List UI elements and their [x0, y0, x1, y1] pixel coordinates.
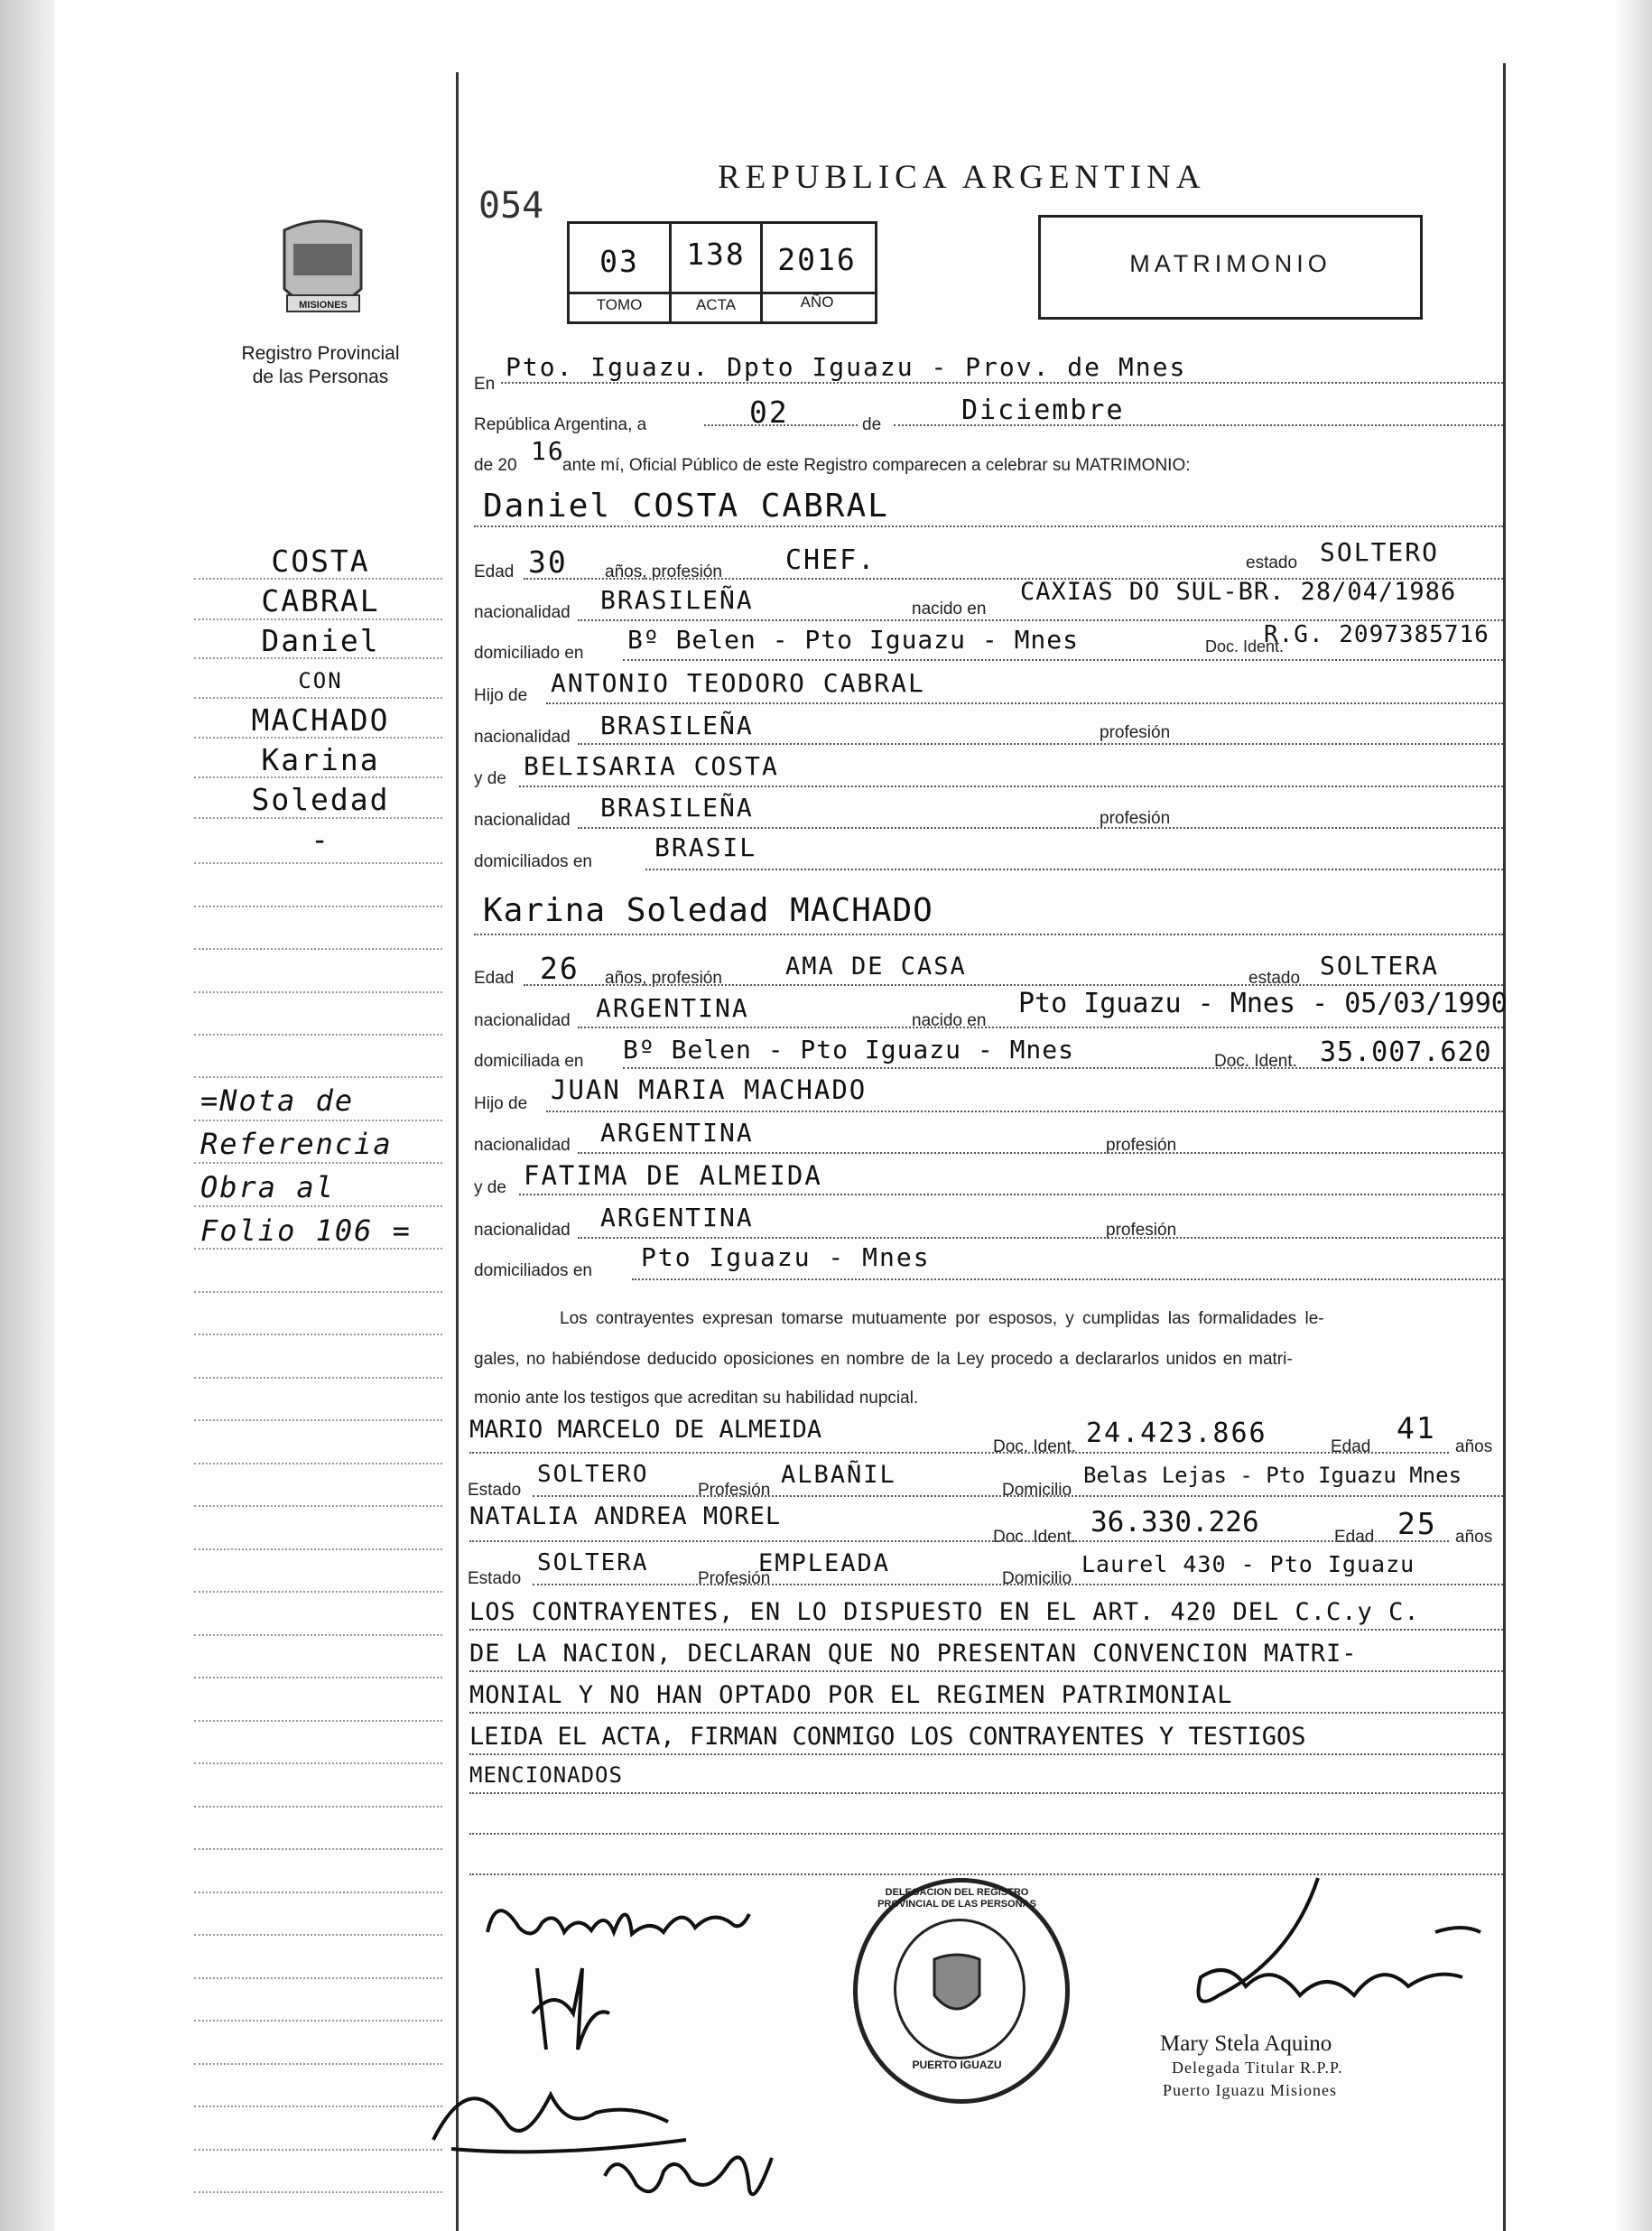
groom-signature — [478, 1878, 767, 1959]
witness-doc-label: Doc. Ident. — [993, 1528, 1076, 1547]
official-title: Delegada Titular R.P.P. — [1172, 2059, 1343, 2077]
domiciliada-label: domiciliada en — [474, 1052, 584, 1071]
witness2-status: SOLTERA — [537, 1549, 649, 1576]
margin-line — [194, 1377, 442, 1379]
margin-line — [194, 2149, 442, 2151]
witness-estado-label: Estado — [468, 1569, 522, 1588]
groom-profession: CHEF. — [785, 544, 877, 576]
witness1-name: MARIO MARCELO DE ALMEIDA — [469, 1416, 822, 1444]
bride-father-line — [546, 1111, 1503, 1112]
stamp-seal-icon — [925, 1950, 988, 2022]
margin-line — [194, 1892, 442, 1893]
margin-note-line: MACHADO — [251, 702, 390, 738]
bride-address: Bº Belen - Pto Iguazu - Mnes — [623, 1035, 1075, 1064]
groom-birthplace: CAXIAS DO SUL-BR. 28/04/1986 — [1020, 578, 1457, 606]
ante-text: ante mí, Oficial Público de este Registro comparecen a celebrar su MATRIMONIO: — [562, 456, 1191, 475]
nacionalidad-label: nacionalidad — [474, 811, 571, 830]
groom-parents-line — [645, 869, 1503, 870]
groom-nationality: BRASILEÑA — [600, 585, 754, 615]
witness2-line2 — [533, 1584, 1503, 1585]
note-line: MONIAL Y NO HAN OPTADO POR EL REGIMEN PATRIMONIAL — [469, 1681, 1233, 1709]
witness1-doc: 24.423.866 — [1086, 1418, 1267, 1449]
year-value: 16 — [531, 436, 565, 466]
witness2-line — [469, 1540, 1449, 1542]
bride-nationality: ARGENTINA — [596, 993, 749, 1023]
witness-anios-label: años — [1455, 1437, 1493, 1456]
margin-line — [194, 2063, 442, 2065]
estado-label: estado — [1248, 969, 1301, 988]
groom-mother-nationality: BRASILEÑA — [600, 793, 754, 823]
margin-line — [194, 1934, 442, 1936]
witness2-profession: EMPLEADA — [758, 1549, 891, 1577]
bride-father-nat-line — [578, 1152, 1503, 1154]
nacido-label: nacido en — [912, 1011, 987, 1030]
note-line: LEIDA EL ACTA, FIRMAN CONMIGO LOS CONTRAYENTES Y TESTIGOS — [469, 1723, 1306, 1751]
bride-age: 26 — [540, 951, 580, 986]
bride-name-line — [474, 934, 1503, 935]
nacionalidad-label: nacionalidad — [474, 728, 571, 747]
paper-right-edge — [1616, 0, 1652, 2231]
bride-mother: FATIMA DE ALMEIDA — [524, 1160, 822, 1191]
margin-note-line: CON — [298, 668, 343, 693]
note-rule — [469, 1629, 1503, 1631]
margin-line — [194, 2020, 442, 2022]
doc-label: Doc. Ident. — [1214, 1052, 1297, 1071]
anio-value: 2016 — [777, 242, 857, 277]
margin-line — [194, 1720, 442, 1722]
bride-parents-line — [632, 1278, 1503, 1280]
hijo-label: Hijo de — [474, 686, 528, 705]
margin-line — [194, 2191, 442, 2193]
bride-profession: AMA DE CASA — [785, 953, 967, 981]
right-border-line — [1503, 63, 1506, 2231]
official-place: Puerto Iguazu Misiones — [1163, 2081, 1337, 2099]
bride-parents-address: Pto Iguazu - Mnes — [641, 1242, 931, 1272]
margin-line — [194, 1419, 442, 1421]
margin-line — [194, 2106, 442, 2107]
note-rule — [469, 1670, 1503, 1672]
stamp-text: DELEGACION DEL REGISTRO PROVINCIAL DE LAS PERSONAS — [877, 1887, 1036, 1910]
yde-label: y de — [474, 769, 506, 788]
stamp-bottom-text: PUERTO IGUAZU — [912, 2059, 1002, 2071]
document-type: MATRIMONIO — [1129, 250, 1332, 277]
witness-domicilio-label: Domicilio — [1002, 1569, 1072, 1588]
margin-line — [194, 1977, 442, 1979]
acta-value: 138 — [686, 237, 746, 272]
note-line: MENCIONADOS — [469, 1762, 623, 1788]
reference-note-line: Folio 106 = — [200, 1213, 412, 1248]
note-line: DE LA NACION, DECLARAN QUE NO PRESENTAN CONVENCION MATRI- — [469, 1640, 1358, 1668]
bride-father-nationality: ARGENTINA — [600, 1118, 754, 1148]
nacionalidad-label: nacionalidad — [474, 603, 571, 622]
profesion-label: profesión — [1100, 723, 1171, 742]
witness1-line2 — [533, 1495, 1503, 1497]
margin-line — [194, 1677, 442, 1678]
seal-text: MISIONES — [299, 300, 348, 311]
witness1-line — [469, 1452, 1449, 1454]
bride-mother-line — [519, 1194, 1503, 1195]
witness1-profession: ALBAÑIL — [781, 1461, 896, 1489]
groom-mother-line — [519, 785, 1503, 787]
hijo-label: Hijo de — [474, 1094, 528, 1113]
witness2-name: NATALIA ANDREA MOREL — [469, 1502, 782, 1530]
domiciliado-label: domiciliado en — [474, 644, 584, 663]
note-rule — [469, 1753, 1503, 1755]
de-label: de — [862, 415, 882, 434]
witness-profesion-label: Profesión — [698, 1481, 771, 1500]
official-signature — [1165, 1860, 1490, 2040]
margin-note-line: Daniel — [261, 623, 380, 658]
yde-label: y de — [474, 1178, 506, 1197]
groom-addr-line — [623, 659, 1503, 661]
witness-estado-label: Estado — [468, 1481, 522, 1500]
estado-label: estado — [1246, 553, 1298, 572]
declaration-line3: monio ante los testigos que acreditan su habilidad nupcial. — [474, 1389, 919, 1408]
witness-anios-label: años — [1455, 1528, 1493, 1547]
margin-line — [194, 948, 442, 950]
margin-line — [194, 906, 442, 907]
edad-label: Edad — [474, 562, 515, 581]
anio-label: AÑO — [800, 293, 834, 311]
bride-age-line — [524, 984, 1503, 986]
en-label: En — [474, 375, 496, 394]
declaration-line2: gales, no habiéndose deducido oposiciones en nombre de la Ley procedo a declararlos unidos en matri- — [474, 1350, 1293, 1369]
bride-birthplace: Pto Iguazu - Mnes - 05/03/1990 — [1018, 988, 1508, 1019]
domiciliados-label: domiciliados en — [474, 1261, 592, 1280]
bride-name: Karina Soledad MACHADO — [483, 892, 933, 929]
doc-label: Doc. Ident. — [1205, 637, 1285, 655]
margin-line — [194, 1634, 442, 1636]
profesion-label: profesión — [1100, 809, 1171, 828]
margin-note-line: CABRAL — [261, 583, 380, 618]
nacido-label: nacido en — [912, 600, 987, 618]
bride-mother-nat-line — [578, 1237, 1503, 1239]
domiciliados-label: domiciliados en — [474, 852, 592, 871]
bride-doc: 35.007.620 — [1320, 1036, 1492, 1068]
nacionalidad-label: nacionalidad — [474, 1011, 571, 1030]
acta-label: ACTA — [695, 296, 737, 313]
margin-line — [194, 1848, 442, 1850]
margin-line — [194, 1806, 442, 1808]
margin-line — [194, 1591, 442, 1593]
witness2-address: Laurel 430 - Pto Iguazu — [1081, 1551, 1415, 1577]
margin-line — [194, 1076, 442, 1078]
month-value: Diciembre — [961, 395, 1125, 426]
republic-label: República Argentina, a — [474, 415, 647, 434]
bride-addr-line — [623, 1067, 1503, 1069]
margin-line — [194, 1291, 442, 1293]
nacionalidad-label: nacionalidad — [474, 1136, 571, 1155]
margin-line — [194, 1505, 442, 1507]
groom-parents-address: BRASIL — [654, 832, 757, 862]
margin-note-line: Karina — [261, 742, 380, 777]
groom-father: ANTONIO TEODORO CABRAL — [551, 668, 925, 698]
groom-address: Bº Belen - Pto Iguazu - Mnes — [627, 625, 1080, 655]
declaration-line1: Los contrayentes expresan tomarse mutuamente por esposos, y cumplidas las formalidades le- — [560, 1309, 1324, 1328]
folio-number: 054 — [478, 185, 544, 227]
margin-line — [194, 1548, 442, 1550]
witness2-age: 25 — [1397, 1506, 1437, 1541]
page-title: REPUBLICA ARGENTINA — [718, 159, 1206, 196]
witness1-signature — [519, 1950, 645, 2068]
margin-note-line: Soledad — [251, 782, 390, 817]
groom-name-line — [474, 525, 1503, 527]
place-value: Pto. Iguazu. Dpto Iguazu - Prov. de Mnes — [506, 352, 1187, 382]
witness-edad-label: Edad — [1334, 1528, 1375, 1547]
margin-line — [194, 862, 442, 864]
day-value: 02 — [749, 395, 789, 430]
note-rule — [469, 1792, 1503, 1794]
profesion-label: profesión — [1106, 1221, 1177, 1240]
witness1-address: Belas Lejas - Pto Iguazu Mnes — [1083, 1463, 1462, 1488]
margin-line — [194, 1762, 442, 1764]
groom-status: SOLTERO — [1320, 537, 1440, 567]
margin-note-line: - — [311, 822, 330, 857]
note-rule — [469, 1833, 1503, 1835]
witness-doc-label: Doc. Ident. — [993, 1437, 1076, 1456]
witness-domicilio-label: Domicilio — [1002, 1481, 1072, 1500]
note-line: LOS CONTRAYENTES, EN LO DISPUESTO EN EL ART. 420 DEL C.C.y C. — [469, 1598, 1420, 1626]
witness1-status: SOLTERO — [537, 1461, 649, 1488]
groom-father-nationality: BRASILEÑA — [600, 711, 754, 740]
bride-father: JUAN MARIA MACHADO — [551, 1074, 868, 1105]
witness-profesion-label: Profesión — [698, 1569, 771, 1588]
profesion-label: profesión — [1106, 1136, 1177, 1155]
anios-label: años, profesión — [605, 969, 722, 988]
bride-signature — [591, 2122, 781, 2221]
witness-edad-label: Edad — [1331, 1437, 1371, 1456]
margin-note-line: COSTA — [271, 544, 370, 579]
reference-note-line: =Nota de — [200, 1083, 355, 1118]
nacionalidad-label: nacionalidad — [474, 1221, 571, 1240]
witness2-doc: 36.330.226 — [1091, 1506, 1259, 1538]
groom-doc: R.G. 2097385716 — [1264, 621, 1490, 648]
anios-label: años, profesión — [605, 562, 722, 581]
bride-status: SOLTERA — [1320, 951, 1440, 981]
groom-name: Daniel COSTA CABRAL — [483, 488, 889, 525]
witness1-age: 41 — [1397, 1410, 1436, 1446]
groom-mother: BELISARIA COSTA — [524, 751, 779, 781]
month-line — [894, 424, 1503, 426]
bride-mother-nationality: ARGENTINA — [600, 1203, 754, 1232]
reference-note-line: Obra al — [200, 1170, 335, 1204]
official-name: Mary Stela Aquino — [1160, 2031, 1332, 2056]
tomo-value: 03 — [599, 244, 639, 279]
margin-line — [194, 1463, 442, 1464]
day-line — [704, 424, 858, 426]
tomo-label: TOMO — [596, 296, 643, 313]
reference-note-line: Referencia — [200, 1127, 393, 1161]
registry-name-line2: de las Personas — [252, 367, 389, 387]
margin-line — [194, 1034, 442, 1036]
margin-line — [194, 991, 442, 993]
reference-note — [200, 1079, 444, 1252]
bride-nat-line — [578, 1027, 1503, 1028]
margin-line — [194, 1334, 442, 1335]
registry-name-line1: Registro Provincial — [241, 343, 400, 364]
margin-note — [208, 542, 433, 860]
year-prefix: de 20 — [474, 456, 517, 475]
groom-father-line — [546, 702, 1503, 704]
groom-age: 30 — [528, 544, 568, 580]
note-rule — [469, 1712, 1503, 1714]
left-border-line — [456, 72, 459, 2231]
groom-father-nat-line — [578, 743, 1503, 745]
paper-edge — [0, 0, 54, 2231]
groom-mother-nat-line — [578, 827, 1503, 829]
edad-label: Edad — [474, 969, 515, 988]
place-line — [501, 382, 1503, 384]
